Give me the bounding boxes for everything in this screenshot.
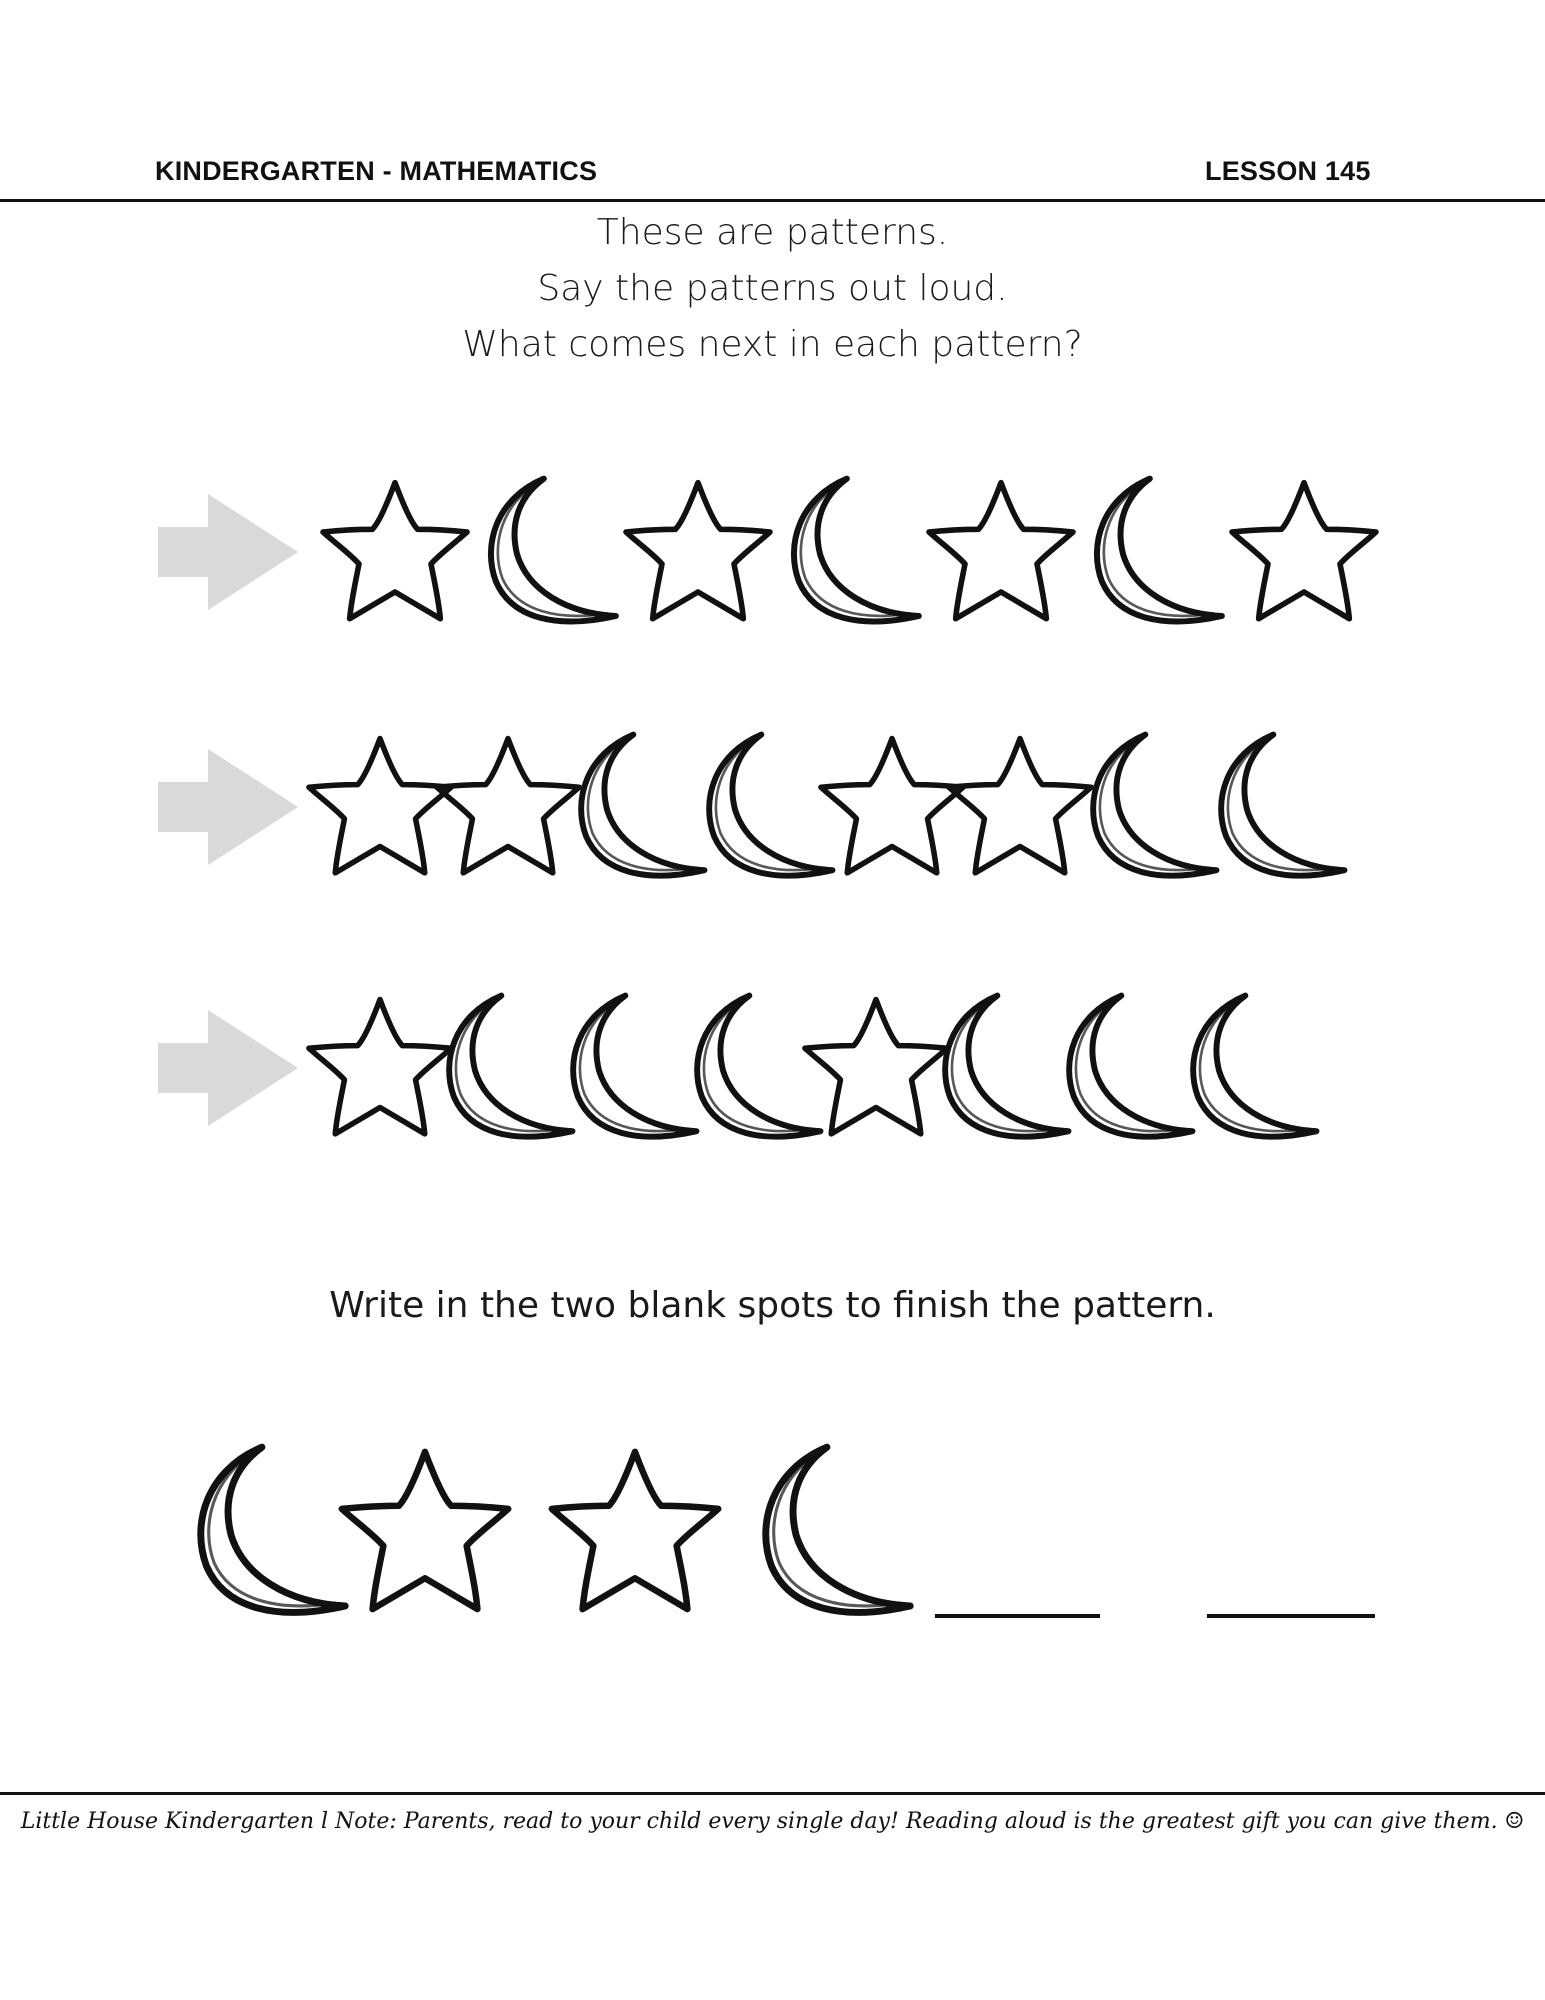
moon-icon bbox=[491, 479, 616, 622]
star-icon bbox=[1232, 483, 1376, 619]
star-icon bbox=[323, 483, 467, 619]
moon-icon bbox=[794, 479, 919, 622]
moon-icon bbox=[945, 996, 1068, 1137]
moon-icon bbox=[201, 1447, 345, 1612]
moon-icon bbox=[1069, 996, 1192, 1137]
star-icon bbox=[805, 1000, 947, 1134]
star-icon bbox=[342, 1452, 509, 1609]
moon-icon bbox=[697, 996, 820, 1137]
star-icon bbox=[821, 739, 963, 873]
instruction-line-2: Say the patterns out loud. bbox=[537, 268, 1008, 309]
footer-rule bbox=[0, 1792, 1545, 1795]
star-icon bbox=[949, 739, 1091, 873]
moon-icon bbox=[766, 1447, 910, 1612]
star-icon bbox=[552, 1452, 719, 1609]
arrow-icon bbox=[158, 494, 298, 610]
moon-icon bbox=[581, 735, 704, 876]
arrow-icon bbox=[158, 1010, 298, 1126]
header-subject: KINDERGARTEN - MATHEMATICS bbox=[155, 156, 598, 186]
star-icon bbox=[929, 483, 1073, 619]
star-icon bbox=[309, 739, 451, 873]
instruction-line-3: What comes next in each pattern? bbox=[462, 324, 1083, 365]
instruction-line-1: These are patterns. bbox=[596, 212, 949, 253]
star-icon bbox=[626, 483, 770, 619]
star-icon bbox=[309, 1000, 451, 1134]
moon-icon bbox=[1097, 479, 1222, 622]
moon-icon bbox=[1093, 735, 1216, 876]
moon-icon bbox=[449, 996, 572, 1137]
moon-icon bbox=[1221, 735, 1344, 876]
exercise-instruction: Write in the two blank spots to finish the pattern. bbox=[329, 1285, 1216, 1326]
moon-icon bbox=[709, 735, 832, 876]
star-icon bbox=[437, 739, 579, 873]
footer-note: Little House Kindergarten l Note: Parents, read to your child every single day! Reading aloud is the greatest gift you can give them. ☺ bbox=[20, 1809, 1525, 1834]
moon-icon bbox=[573, 996, 696, 1137]
arrow-icon bbox=[158, 749, 298, 865]
header-lesson: LESSON 145 bbox=[1205, 156, 1371, 186]
moon-icon bbox=[1193, 996, 1316, 1137]
